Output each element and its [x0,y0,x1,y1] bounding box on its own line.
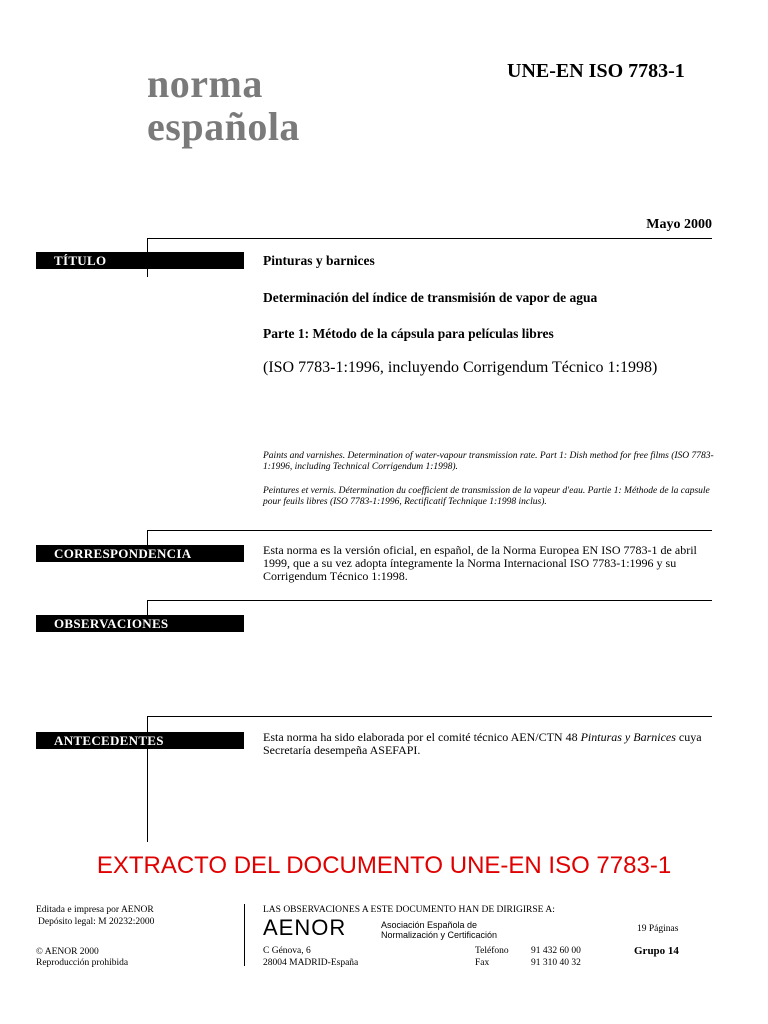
title-line-1: Pinturas y barnices [263,253,375,268]
footer-copyright [36,946,99,958]
divider [147,530,712,531]
footer-phone-label: Teléfono [475,946,509,956]
correspondencia-text: Esta norma es la versión oficial, en español, de la Norma Europea EN ISO 7783-1 de abril 1999, que a su vez adopta íntegramente la Norma Internacional ISO 7783-1:1996 y su Corrigendum Técnico 1:1998. [263,543,697,583]
title-english: Paints and varnishes. Determination of water-vapour transmission rate. Part 1: Dish method for free films (ISO 7783-1:1996, including Technical Corrigendum 1:1998). [263,451,714,472]
footer-group: Grupo 14 [634,945,679,957]
divider [147,600,712,601]
title-line-3: Parte 1: Método de la cápsula para películas libres [263,326,554,341]
footer-deposit: Depósito legal: M 20232:2000 [38,917,155,927]
antecedentes-committee-name: Pinturas y Barnices [580,730,676,744]
extract-notice: EXTRACTO DEL DOCUMENTO UNE-EN ISO 7783-1 [96,852,672,879]
title-french: Peintures et vernis. Détermination du coefficient de transmission de la vapeur d'eau. Partie 1: Méthode de la capsule pour feuils libres (ISO 7783-1:1996, Rectificatif Technique 1:1998 inclus). [263,486,710,507]
antecedentes-text-start: Esta norma ha sido elaborada por el comité técnico AEN/CTN 48 [263,730,581,744]
aenor-subtitle-line-1: Asociación Española de [381,920,478,930]
footer-address-1: C Génova, 6 [263,946,311,956]
publication-date: Mayo 2000 [646,217,712,232]
footer-fax-label: Fax [475,958,490,968]
title-line-2: Determinación del índice de transmisión de vapor de agua [263,290,598,305]
aenor-logo: AENOR [263,915,347,940]
section-label-correspondencia: CORRESPONDENCIA [36,545,244,562]
standard-code: UNE-EN ISO 7783-1 [507,60,685,82]
section-label-titulo: TÍTULO [36,252,244,269]
footer-address-2: 28004 MADRID-España [263,958,359,968]
brand-norma: norma [147,61,263,106]
footer-copyright-text: AENOR 2000 [44,947,99,957]
divider [147,238,712,239]
footer-phone: 91 432 60 00 [531,946,581,956]
footer-reproduction: Reproducción prohibida [36,958,129,968]
footer-observations-heading: LAS OBSERVACIONES A ESTE DOCUMENTO HAN DE DIRIGIRSE A: [263,905,555,915]
section-label-observaciones: OBSERVACIONES [36,615,244,632]
antecedentes-text [263,731,715,757]
aenor-subtitle [381,920,497,940]
antecedentes-text-end: cuya Secretaría desempeña ASEFAPI. [263,730,702,757]
aenor-subtitle-line-2: Normalización y Certificación [381,930,498,940]
footer-pages: 19 Páginas [637,924,679,934]
copyright-icon: © [36,946,43,956]
footer-divider [244,904,245,966]
brand-espanola: española [147,104,300,149]
footer-edited: Editada e impresa por AENOR [36,905,154,915]
title-line-4: (ISO 7783-1:1996, incluyendo Corrigendum Técnico 1:1998) [263,359,658,376]
footer-fax: 91 310 40 32 [531,958,581,968]
section-label-antecedentes: ANTECEDENTES [36,732,244,749]
divider [147,716,712,717]
